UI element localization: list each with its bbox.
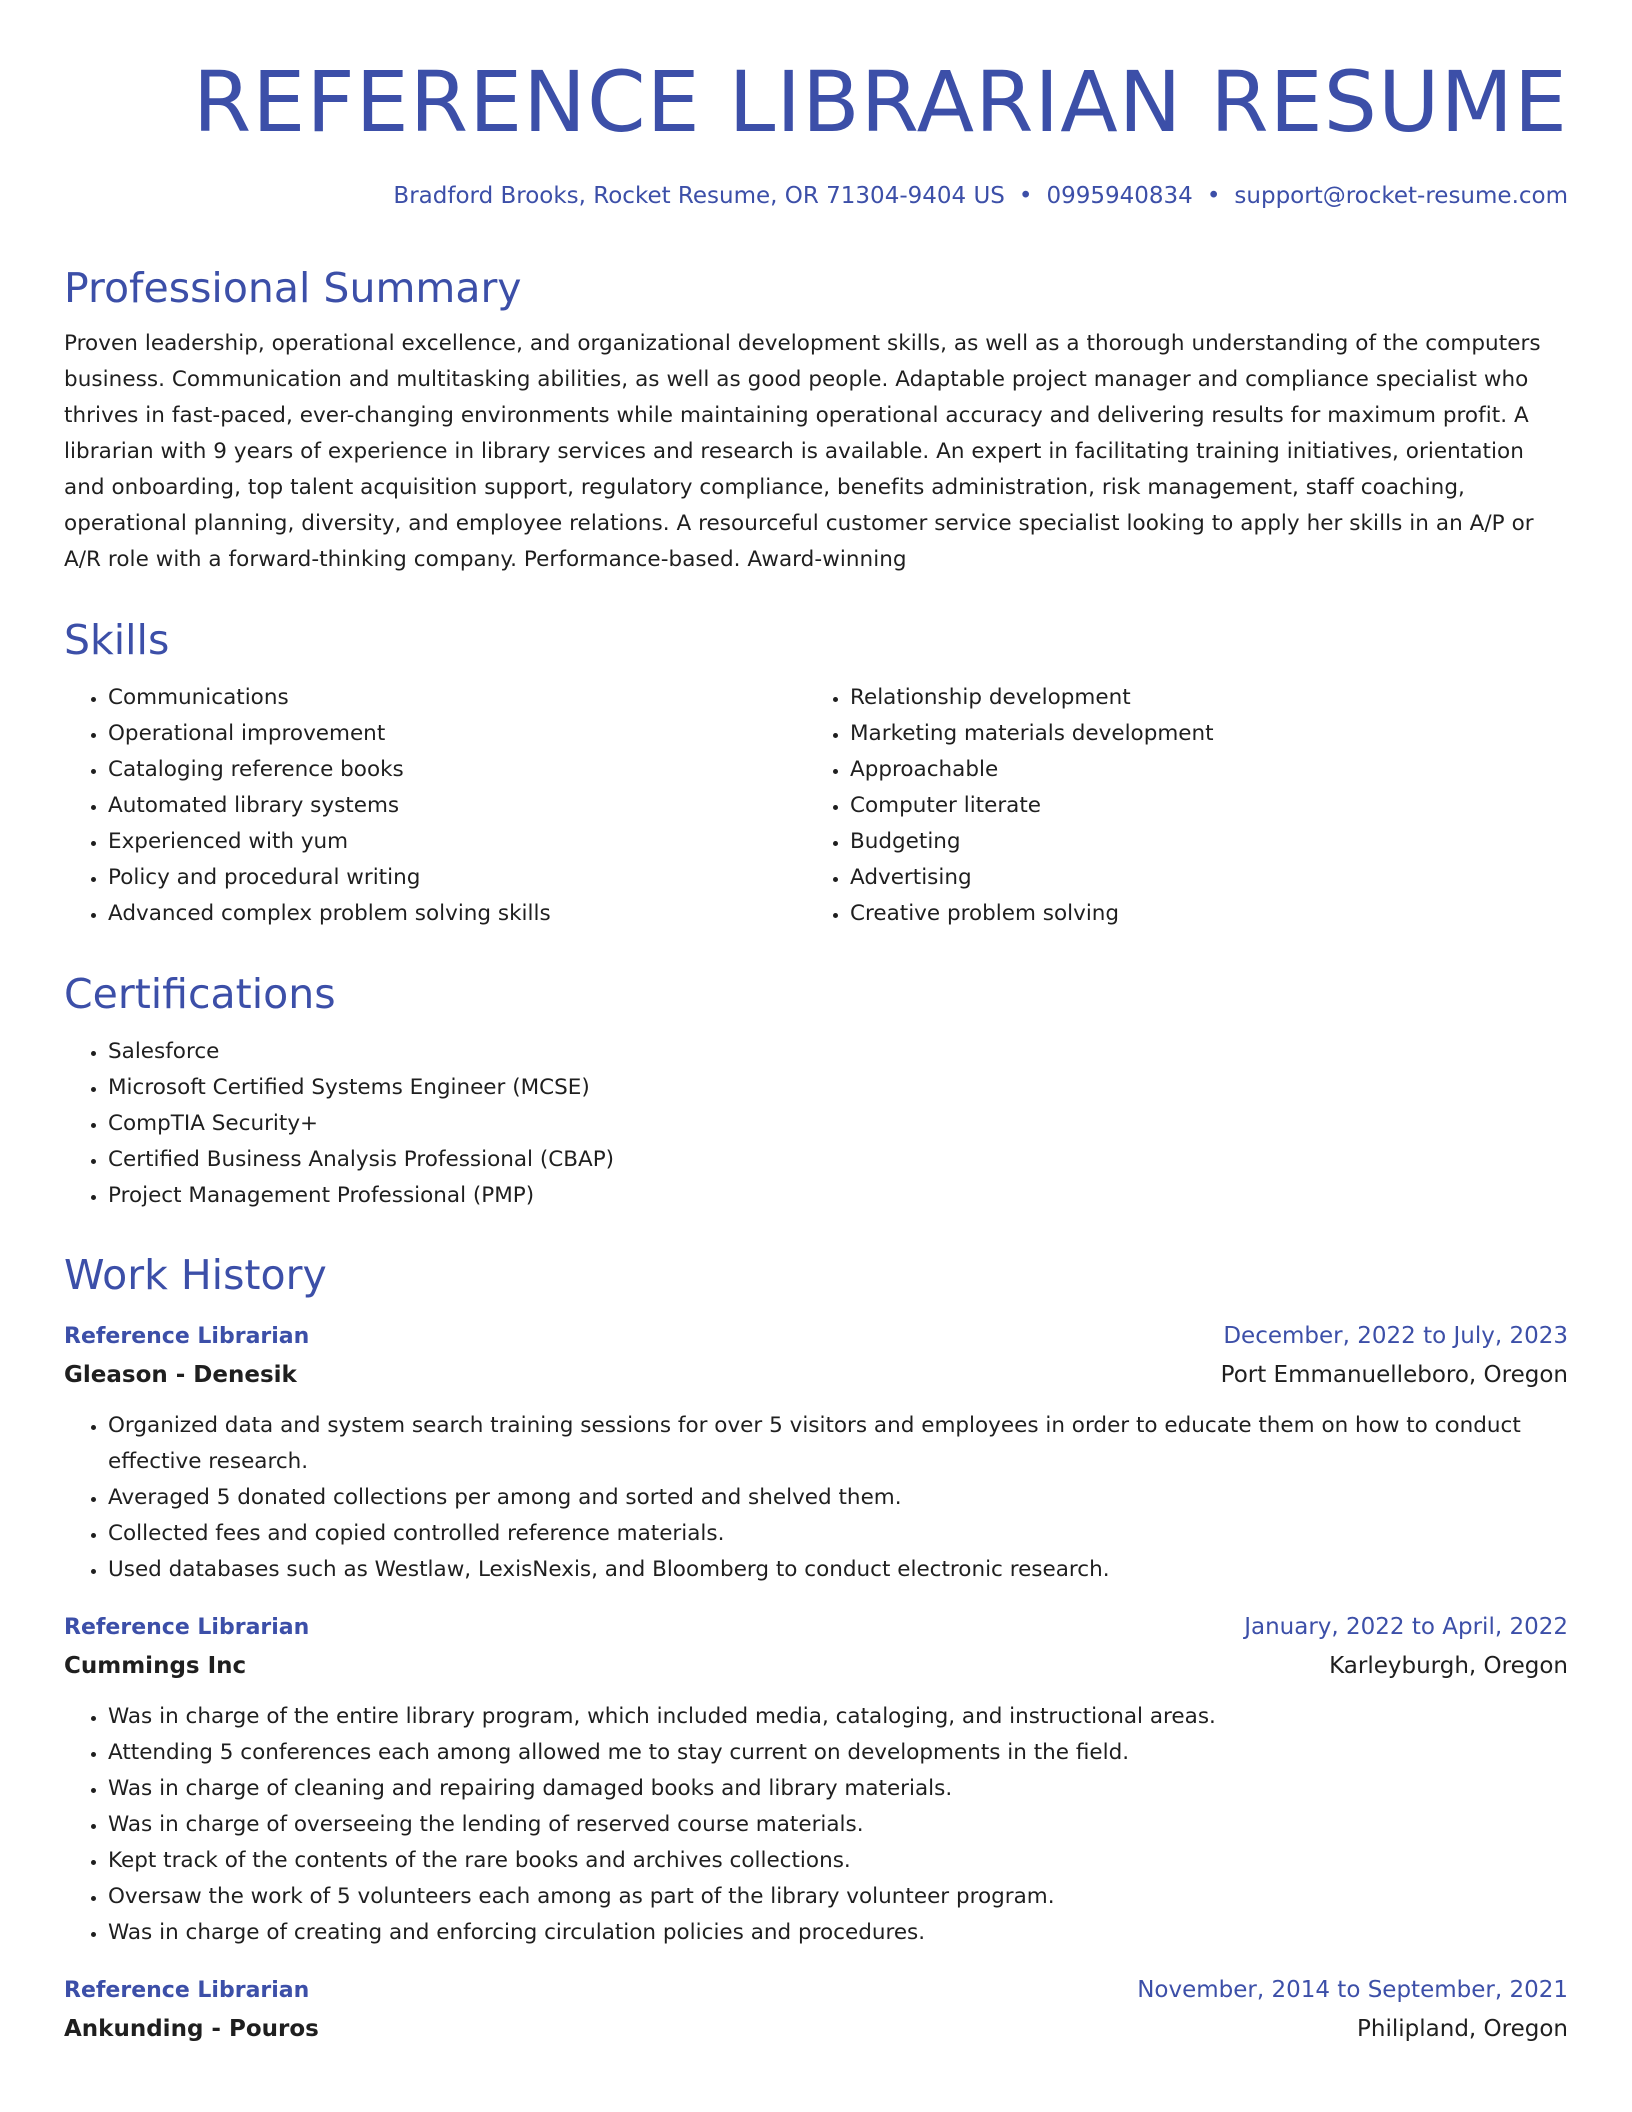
certifications-list xyxy=(64,1034,1568,1214)
summary-section xyxy=(64,260,1568,578)
skill-item: • Budgeting xyxy=(850,824,1548,860)
certifications-section xyxy=(64,966,1568,1214)
skill-item: • Computer literate xyxy=(850,788,1548,824)
contact-address: Bradford Brooks, Rocket Resume, OR 71304-9404 US xyxy=(393,183,1005,209)
skills-section xyxy=(64,612,1568,932)
certification-item: • Project Management Professional (PMP) xyxy=(108,1178,1568,1214)
job-title: Reference Librarian xyxy=(64,1978,310,2003)
job-duty: • Organized data and system search training sessions for over 5 visitors and employees in order to educate them on how to conduct effective research. xyxy=(108,1408,1568,1480)
contact-email: support@rocket-resume.com xyxy=(1234,183,1568,209)
job-entry xyxy=(64,1608,1568,1951)
job-duty: • Attending 5 conferences each among allowed me to stay current on developments in the field. xyxy=(108,1735,1568,1771)
job-header-row xyxy=(64,1317,1568,1356)
skill-item: • Experienced with yum xyxy=(108,824,806,860)
job-company-row xyxy=(64,1356,1568,1394)
job-dates: December, 2022 to July, 2023 xyxy=(1223,1323,1568,1349)
job-entry xyxy=(64,1971,1568,2048)
skill-item: • Automated library systems xyxy=(108,788,806,824)
resume-title: REFERENCE LIBRARIAN RESUME xyxy=(192,53,1568,151)
certification-item: • Certified Business Analysis Professional (CBAP) xyxy=(108,1142,1568,1178)
job-company-row xyxy=(64,1647,1568,1685)
skill-item: • Communications xyxy=(108,680,806,716)
job-duty: • Was in charge of creating and enforcing circulation policies and procedures. xyxy=(108,1915,1568,1951)
job-duty: • Kept track of the contents of the rare books and archives collections. xyxy=(108,1843,1568,1879)
skill-item: • Advanced complex problem solving skills xyxy=(108,896,806,932)
job-company: Gleason - Denesik xyxy=(64,1362,297,1388)
contact-separator: • xyxy=(1206,183,1221,209)
skills-heading: Skills xyxy=(64,616,170,664)
skill-item: • Operational improvement xyxy=(108,716,806,752)
skill-item: • Advertising xyxy=(850,860,1548,896)
job-header-row xyxy=(64,1971,1568,2010)
summary-heading: Professional Summary xyxy=(64,264,522,312)
job-dates: January, 2022 to April, 2022 xyxy=(1244,1614,1568,1640)
job-duty: • Averaged 5 donated collections per among and sorted and shelved them. xyxy=(108,1480,1568,1516)
skill-item: • Marketing materials development xyxy=(850,716,1548,752)
contact-separator: • xyxy=(1018,183,1033,209)
summary-text: Proven leadership, operational excellence, and organizational development skills, as well as a thorough understanding of the computers business. Communication and multitasking abilities, as well as good people. Adaptable project manager and compliance specialist who thrives in fast-paced, ever-changing environments while maintaining operational accuracy and delivering results for maximum profit. A librarian with 9 years of experience in library services and research is available. An expert in facilitating training initiatives, orientation and onboarding, top talent acquisition support, regulatory compliance, benefits administration, risk management, staff coaching, operational planning, diversity, and employee relations. A resourceful customer service specialist looking to apply her skills in an A/P or A/R role with a forward-thinking company. Performance-based. Award-winning xyxy=(64,331,1541,572)
job-duty: • Was in charge of cleaning and repairing damaged books and library materials. xyxy=(108,1771,1568,1807)
skill-item: • Creative problem solving xyxy=(850,896,1548,932)
contact-phone: 0995940834 xyxy=(1046,183,1193,209)
job-company-row xyxy=(64,2010,1568,2048)
job-header-row xyxy=(64,1608,1568,1647)
work-history-heading: Work History xyxy=(64,1251,327,1299)
job-duty: • Collected fees and copied controlled reference materials. xyxy=(108,1516,1568,1552)
job-location: Philipland, Oregon xyxy=(1357,2016,1568,2042)
skills-grid xyxy=(64,668,1568,932)
certification-item: • Microsoft Certified Systems Engineer (MCSE) xyxy=(108,1070,1568,1106)
job-duty: • Was in charge of the entire library program, which included media, cataloging, and instructional areas. xyxy=(108,1699,1568,1735)
job-title: Reference Librarian xyxy=(64,1324,310,1349)
certification-item: • Salesforce xyxy=(108,1034,1568,1070)
job-entry xyxy=(64,1317,1568,1588)
job-dates: November, 2014 to September, 2021 xyxy=(1137,1977,1568,2003)
skill-item: • Approachable xyxy=(850,752,1548,788)
skill-item: • Policy and procedural writing xyxy=(108,860,806,896)
skill-item: • Relationship development xyxy=(850,680,1548,716)
job-title: Reference Librarian xyxy=(64,1615,310,1640)
job-duty: • Oversaw the work of 5 volunteers each among as part of the library volunteer program. xyxy=(108,1879,1568,1915)
skills-list-left xyxy=(64,680,806,932)
certifications-heading: Certifications xyxy=(64,970,336,1018)
work-history-section xyxy=(64,1247,1568,2048)
job-duties-list xyxy=(64,1408,1568,1588)
skills-list-right xyxy=(806,680,1548,932)
job-duty: • Was in charge of overseeing the lending of reserved course materials. xyxy=(108,1807,1568,1843)
contact-line xyxy=(393,178,1568,214)
job-location: Karleyburgh, Oregon xyxy=(1329,1653,1568,1679)
job-duty: • Used databases such as Westlaw, LexisNexis, and Bloomberg to conduct electronic research. xyxy=(108,1552,1568,1588)
job-company: Cummings Inc xyxy=(64,1653,247,1679)
certification-item: • CompTIA Security+ xyxy=(108,1106,1568,1142)
job-duties-list xyxy=(64,1699,1568,1951)
job-location: Port Emmanuelleboro, Oregon xyxy=(1220,1362,1568,1388)
skill-item: • Cataloging reference books xyxy=(108,752,806,788)
job-company: Ankunding - Pouros xyxy=(64,2016,319,2042)
